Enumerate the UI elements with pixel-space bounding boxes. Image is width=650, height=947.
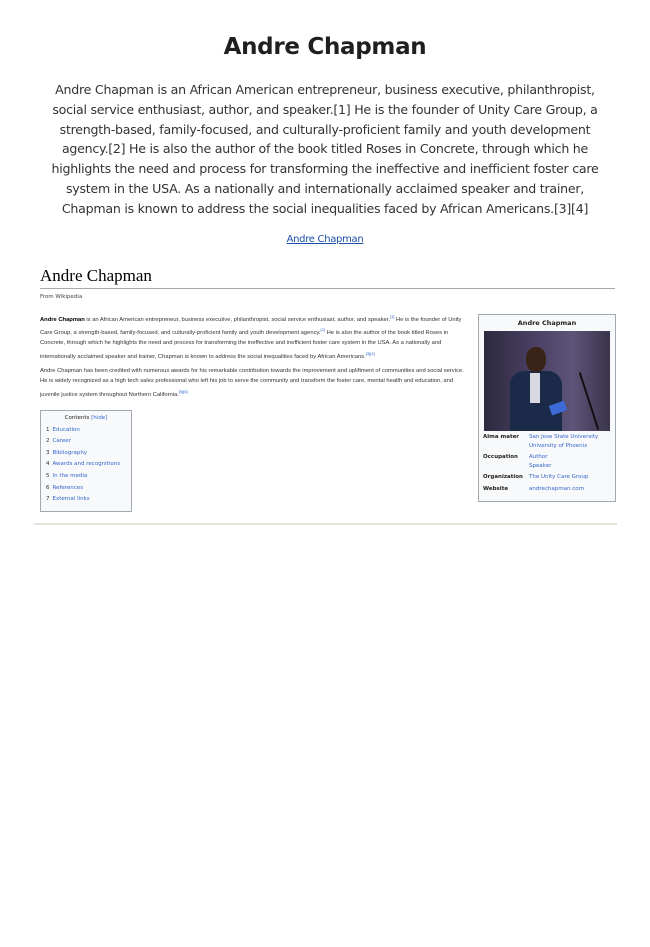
- toc-label: Education: [52, 426, 80, 433]
- infobox-row-organization: [483, 473, 613, 482]
- infobox-key: Occupation: [483, 454, 518, 460]
- toc-hide-link[interactable]: [hide]: [91, 415, 108, 421]
- toc-number: 5: [46, 472, 50, 479]
- toc-label: Career: [52, 438, 71, 445]
- infobox-row-occupation: [483, 453, 613, 470]
- portrait-photo[interactable]: [484, 331, 610, 431]
- person-head-shape: [526, 347, 546, 372]
- infobox-rows: [483, 433, 613, 496]
- toc-item[interactable]: [46, 448, 131, 460]
- section-divider: [34, 523, 617, 525]
- toc-label: Awards and recognitions: [52, 461, 121, 468]
- intro-paragraph: Andre Chapman is an African American entrepreneur, business executive, philanthropist, social service enthusiast, author, and speaker.[1] He is the founder of Unity Care Group, a strength-based, family-focused, and culturally-proficient family and youth development agency.[2] He is also the author of the book titled Roses in Concrete, through which he highlights the need and process for transforming the ineffective and inefficient foster care system in the USA. As a nationally and internationally acclaimed speaker and trainer, Chapman is known to address the social inequalities faced by African Americans.[3][4]: [51, 82, 599, 216]
- wiki-text: He is the founder of Unity Care Group, a strength-based, family-focused, and culturally-proficient family and youth development agency.: [40, 316, 462, 337]
- source-link[interactable]: Andre Chapman: [286, 234, 364, 245]
- wiki-text: is an African American entrepreneur, business executive, philanthropist, social service enthusiast, author, and speaker.: [84, 316, 390, 323]
- toc-number: 1: [46, 426, 50, 433]
- infobox-value: [529, 453, 613, 470]
- person-shirt-shape: [530, 373, 540, 403]
- wiki-paragraph-1: [40, 312, 472, 362]
- toc-label: References: [52, 484, 84, 491]
- reference-link[interactable]: [2]: [320, 327, 325, 333]
- toc-heading: Contents: [64, 415, 90, 421]
- reference-link[interactable]: [5][6]: [178, 388, 188, 394]
- toc-label: External links: [52, 496, 90, 503]
- table-of-contents: [40, 410, 132, 512]
- wiki-subject-name: Andre Chapman: [40, 316, 85, 323]
- reference-link[interactable]: [3][4]: [365, 350, 375, 356]
- toc-label: In the media: [52, 472, 88, 479]
- infobox-link[interactable]: Speaker: [529, 462, 552, 469]
- infobox-link[interactable]: andrechapman.com: [529, 485, 584, 492]
- wiki-article-body: [40, 312, 472, 404]
- wiki-from-label: From Wikipedia: [40, 294, 83, 300]
- wiki-article-title: Andre Chapman: [40, 266, 615, 289]
- wiki-paragraph-2: [40, 366, 472, 400]
- toc-item[interactable]: [46, 459, 131, 471]
- toc-item[interactable]: [46, 494, 131, 506]
- wikipedia-screenshot: [40, 266, 615, 516]
- toc-number: 7: [46, 496, 50, 503]
- infobox-row-website: [483, 485, 613, 494]
- toc-number: 2: [46, 438, 50, 445]
- infobox-key: Alma mater: [483, 434, 520, 440]
- wiki-text: Andre Chapman has been credited with numerous awards for his remarkable contribution towards the improvement and upliftment of communities and social service. He is widely recognized as a high tech sales professional who left his job to serve the community and transform the foster care, mental health and education, and juvenile justice system throughout Northern California.: [40, 367, 464, 398]
- toc-label: Bibliography: [52, 449, 88, 456]
- reference-link[interactable]: [1]: [389, 314, 395, 319]
- toc-title: [41, 413, 131, 425]
- infobox-key: Website: [483, 485, 509, 492]
- infobox-link[interactable]: San Jose State University: [529, 434, 599, 440]
- infobox-key: Organization: [483, 474, 523, 480]
- infobox-link[interactable]: University of Phoenix: [529, 442, 588, 449]
- infobox-link[interactable]: Author: [529, 454, 548, 460]
- infobox: [478, 314, 616, 502]
- infobox-value: [529, 433, 613, 450]
- infobox-title: Andre Chapman: [517, 319, 577, 327]
- toc-item[interactable]: [46, 436, 131, 448]
- infobox-row-alma-mater: [483, 433, 613, 450]
- microphone-shape: [579, 372, 599, 430]
- toc-number: 3: [46, 449, 50, 456]
- toc-item[interactable]: [46, 483, 131, 495]
- infobox-link[interactable]: The Unity Care Group: [529, 474, 589, 480]
- wiki-text: He is also the author of the book titled Roses in Concrete, through which he highlights the need and process for transforming the ineffective and inefficient foster care system in the USA. As a nationally and internationally acclaimed speaker and trainer, Chapman is known to address the social inequalities faced by African Americans.: [40, 330, 449, 360]
- toc-item[interactable]: [46, 471, 131, 483]
- toc-number: 4: [46, 461, 50, 468]
- toc-item[interactable]: [46, 425, 131, 437]
- toc-number: 6: [46, 484, 50, 491]
- page-title: Andre Chapman: [223, 34, 427, 60]
